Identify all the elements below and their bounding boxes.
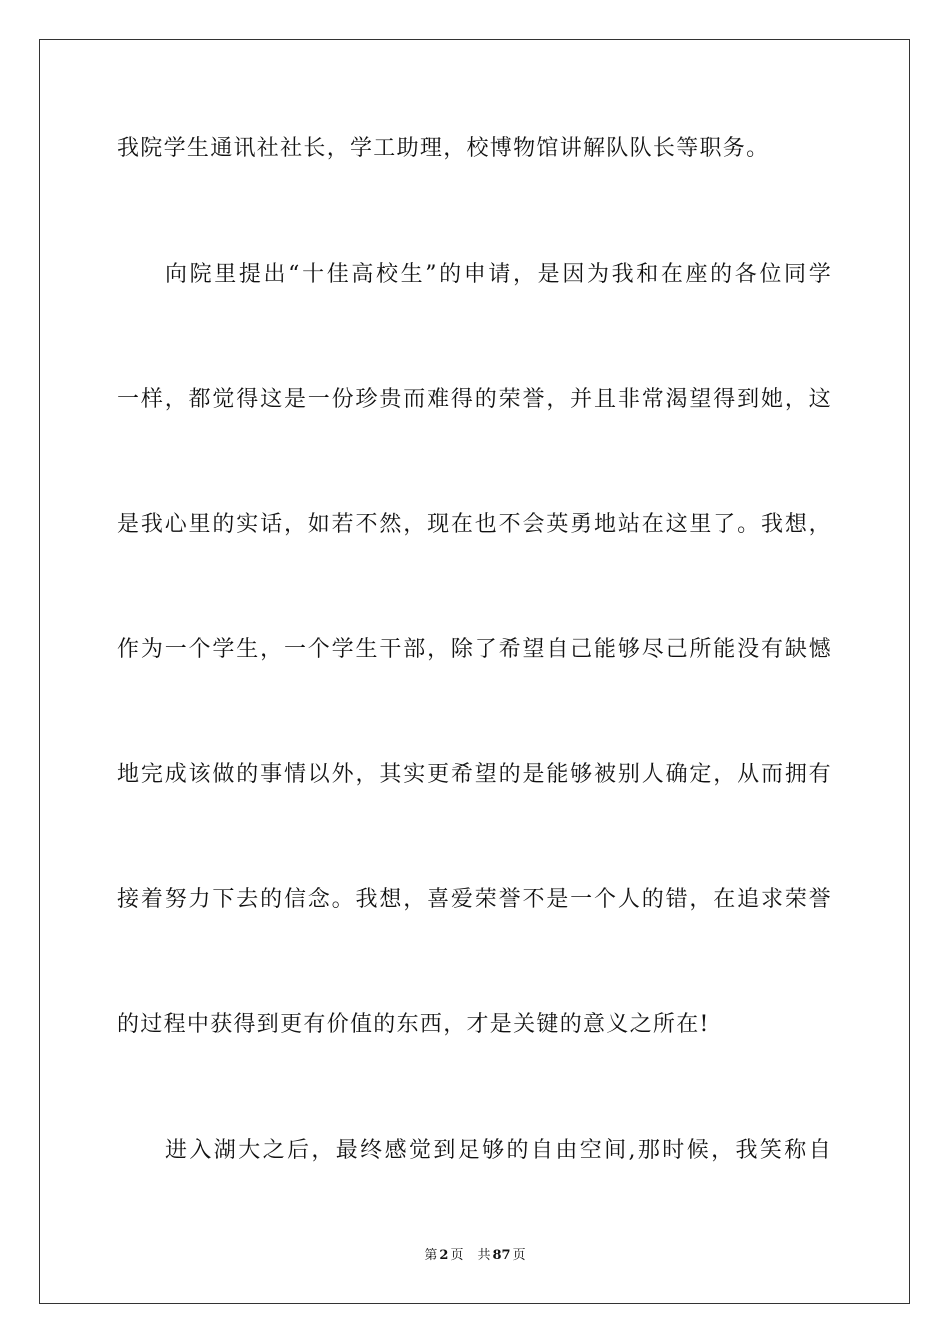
page-number: 2 (439, 1248, 449, 1263)
page-suffix: 页 (450, 1248, 464, 1263)
total-suffix: 页 (512, 1248, 526, 1263)
page-prefix: 第 (424, 1248, 438, 1263)
body-line-2: 向院里提出“十佳高校生”的申请，是因为我和在座的各位同学 (165, 262, 832, 287)
body-line-3: 一样，都觉得这是一份珍贵而难得的荣誉，并且非常渴望得到她，这 (117, 387, 832, 412)
body-line-1: 我院学生通讯社社长，学工助理，校博物馆讲解队队长等职务。 (117, 136, 770, 161)
body-line-6: 地完成该做的事情以外，其实更希望的是能够被别人确定，从而拥有 (117, 762, 832, 787)
total-pages: 87 (492, 1248, 511, 1263)
body-line-9: 进入湖大之后，最终感觉到足够的自由空间,那时候，我笑称自 (165, 1138, 832, 1163)
page-border (39, 39, 910, 1304)
body-line-5: 作为一个学生，一个学生干部，除了希望自己能够尽己所能没有缺憾 (117, 637, 832, 662)
body-line-4: 是我心里的实话，如若不然，现在也不会英勇地站在这里了。我想， (117, 512, 832, 537)
body-line-7: 接着努力下去的信念。我想，喜爱荣誉不是一个人的错，在追求荣誉 (117, 887, 832, 912)
body-line-8: 的过程中获得到更有价值的东西，才是关键的意义之所在! (117, 1012, 710, 1037)
page-footer (0, 1247, 950, 1265)
total-prefix: 共 (477, 1248, 491, 1263)
